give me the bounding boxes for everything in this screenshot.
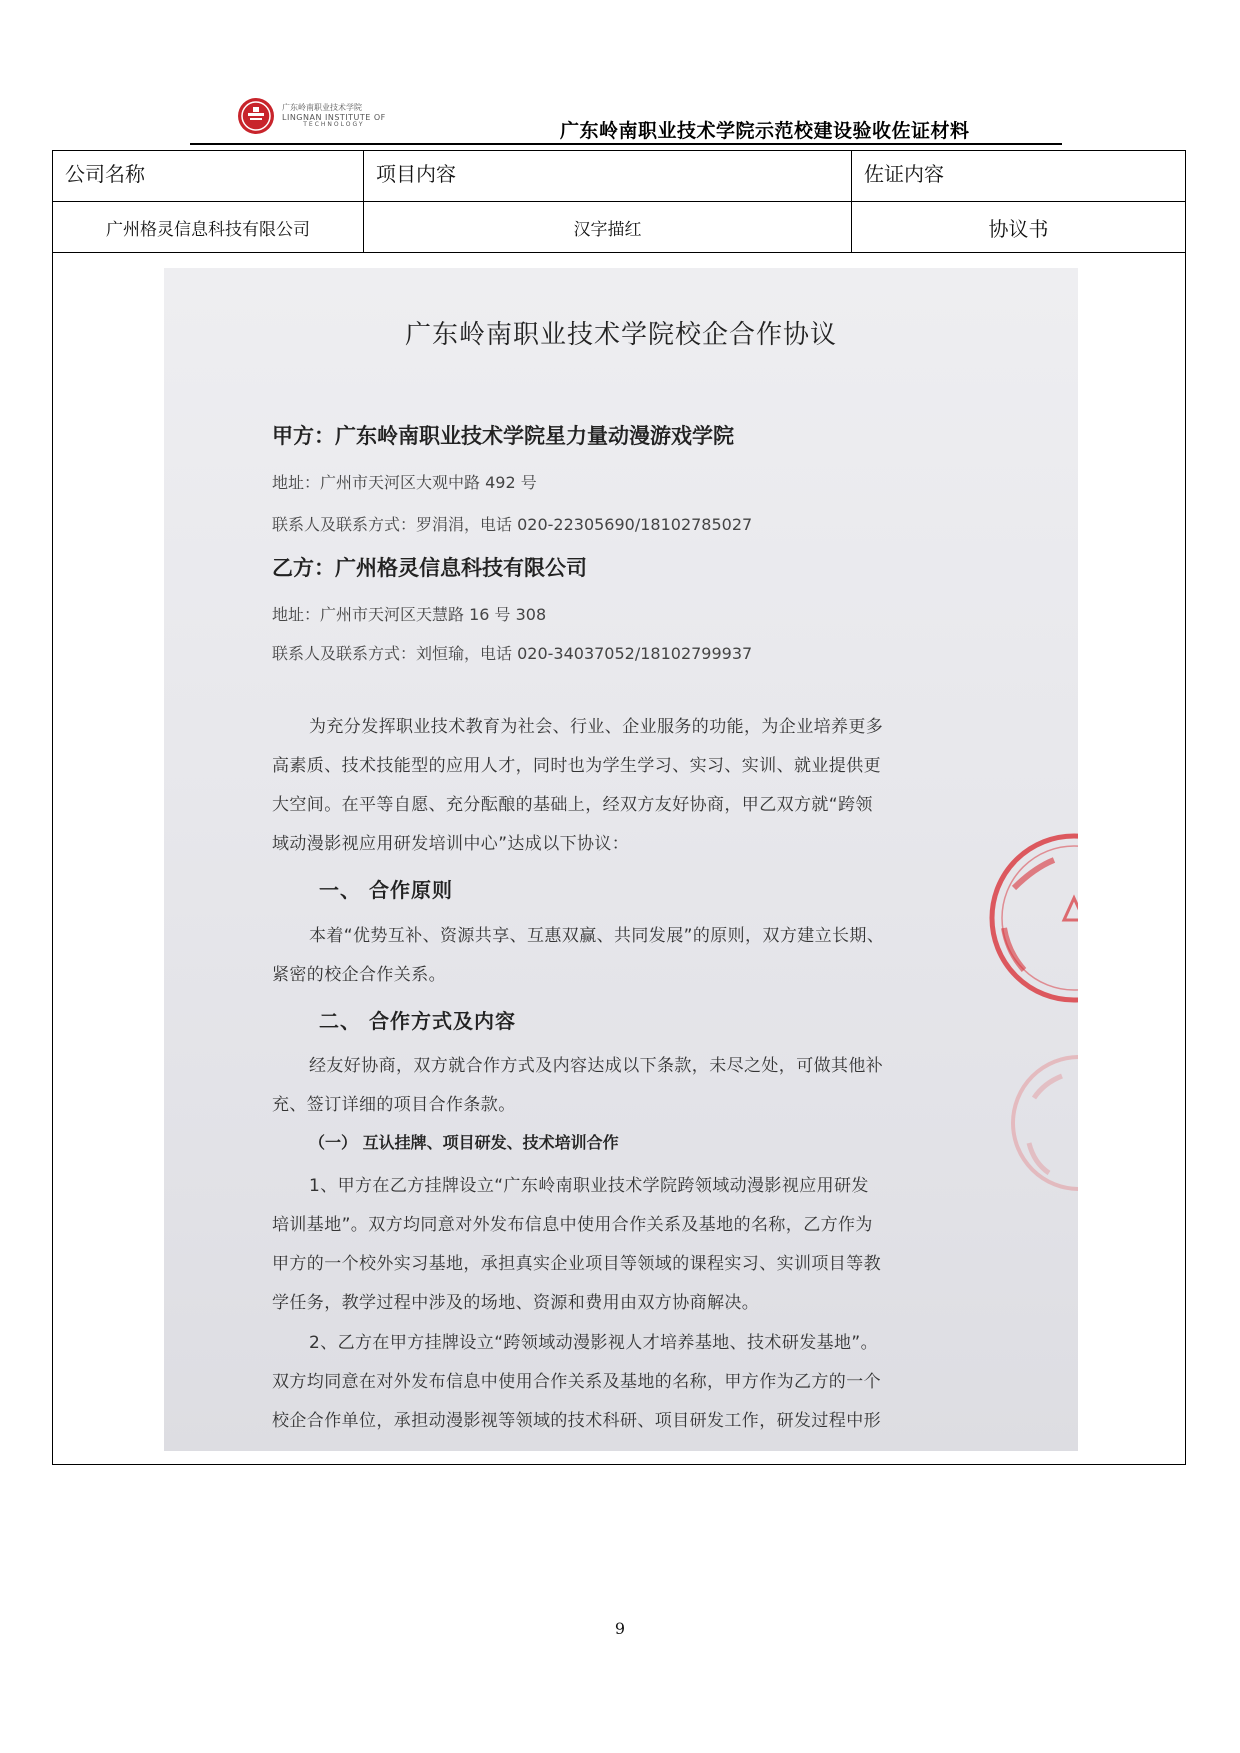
- item-2-line-1: 2、乙方在甲方挂牌设立“跨领域动漫影视人才培养基地、技术研发基地”。: [309, 1333, 879, 1353]
- section-2-line-1: 经友好协商，双方就合作方式及内容达成以下条款，未尽之处，可做其他补: [309, 1056, 884, 1076]
- header-project-content: 项目内容: [364, 151, 852, 201]
- item-1-line-1: 1、甲方在乙方挂牌设立“广东岭南职业技术学院跨领域动漫影视应用研发: [309, 1176, 869, 1196]
- intro-line-1: 为充分发挥职业技术教育为社会、行业、企业服务的功能，为企业培养更多: [309, 717, 884, 737]
- intro-line-3: 大空间。在平等自愿、充分酝酿的基础上，经双方友好协商，甲乙双方就“跨领: [272, 795, 873, 815]
- cell-evidence-content: 协议书: [988, 216, 1049, 241]
- institute-emblem-icon: [236, 96, 276, 136]
- party-b-address: 地址：广州市天河区天慧路 16 号 308: [272, 605, 547, 624]
- item-2-line-2: 双方均同意在对外发布信息中使用合作关系及基地的名称，甲方作为乙方的一个: [272, 1372, 881, 1392]
- item-2-line-3: 校企合作单位，承担动漫影视等领域的技术科研、项目研发工作，研发过程中形: [272, 1411, 881, 1431]
- subsection-1-heading: （一） 互认挂牌、项目研发、技术培训合作: [309, 1133, 619, 1152]
- item-1-line-3: 甲方的一个校外实习基地，承担真实企业项目等领域的课程实习、实训项目等教: [272, 1254, 881, 1274]
- table-header-row: [53, 151, 1185, 202]
- agreement-title: 广东岭南职业技术学院校企合作协议: [404, 320, 837, 350]
- cell-company-name: 广州格灵信息科技有限公司: [53, 202, 364, 252]
- section-1-line-1: 本着“优势互补、资源共享、互惠双赢、共同发展”的原则，双方建立长期、: [309, 926, 885, 946]
- header-company-name: 公司名称: [53, 151, 364, 201]
- page-header: [0, 0, 1240, 150]
- logo-english-name-line2: TECHNOLOGY: [303, 120, 365, 128]
- party-a-contact: 联系人及联系方式：罗涓涓，电话 020-22305690/18102785027: [272, 515, 753, 534]
- section-1-line-2: 紧密的校企合作关系。: [272, 965, 446, 985]
- institute-logo: [236, 96, 386, 136]
- page-number: 9: [614, 1619, 626, 1638]
- document-header-title: 广东岭南职业技术学院示范校建设验收佐证材料: [560, 120, 970, 142]
- table-row: [53, 202, 1185, 253]
- company-seal-stamp-icon: [984, 828, 1078, 1008]
- section-2-line-2: 充、签订详细的项目合作条款。: [272, 1095, 516, 1115]
- item-1-line-2: 培训基地”。双方均同意对外发布信息中使用合作关系及基地的名称，乙方作为: [272, 1215, 873, 1235]
- logo-chinese-name: 广东岭南职业技术学院: [282, 103, 362, 113]
- party-a: 甲方：广东岭南职业技术学院星力量动漫游戏学院: [272, 424, 734, 448]
- section-1-heading: 一、 合作原则: [319, 878, 453, 902]
- agreement-photo: [164, 268, 1078, 1451]
- party-a-address: 地址：广州市天河区大观中路 492 号: [272, 473, 537, 492]
- item-1-line-4: 学任务，教学过程中涉及的场地、资源和费用由双方协商解决。: [272, 1293, 760, 1313]
- party-b: 乙方：广州格灵信息科技有限公司: [272, 556, 587, 580]
- header-evidence-content: 佐证内容: [864, 162, 944, 186]
- section-2-heading: 二、 合作方式及内容: [319, 1009, 516, 1033]
- logo-english-name: LINGNAN INSTITUTE OF: [282, 112, 386, 122]
- header-divider: [190, 143, 1062, 145]
- intro-line-2: 高素质、技术技能型的应用人才，同时也为学生学习、实习、实训、就业提供更: [272, 756, 881, 776]
- intro-line-4: 域动漫影视应用研发培训中心”达成以下协议：: [272, 834, 630, 854]
- party-b-contact: 联系人及联系方式：刘恒瑜，电话 020-34037052/18102799937: [272, 644, 753, 663]
- cell-project-content: 汉字描红: [364, 202, 852, 252]
- faded-seal-stamp-icon: [1004, 1048, 1078, 1198]
